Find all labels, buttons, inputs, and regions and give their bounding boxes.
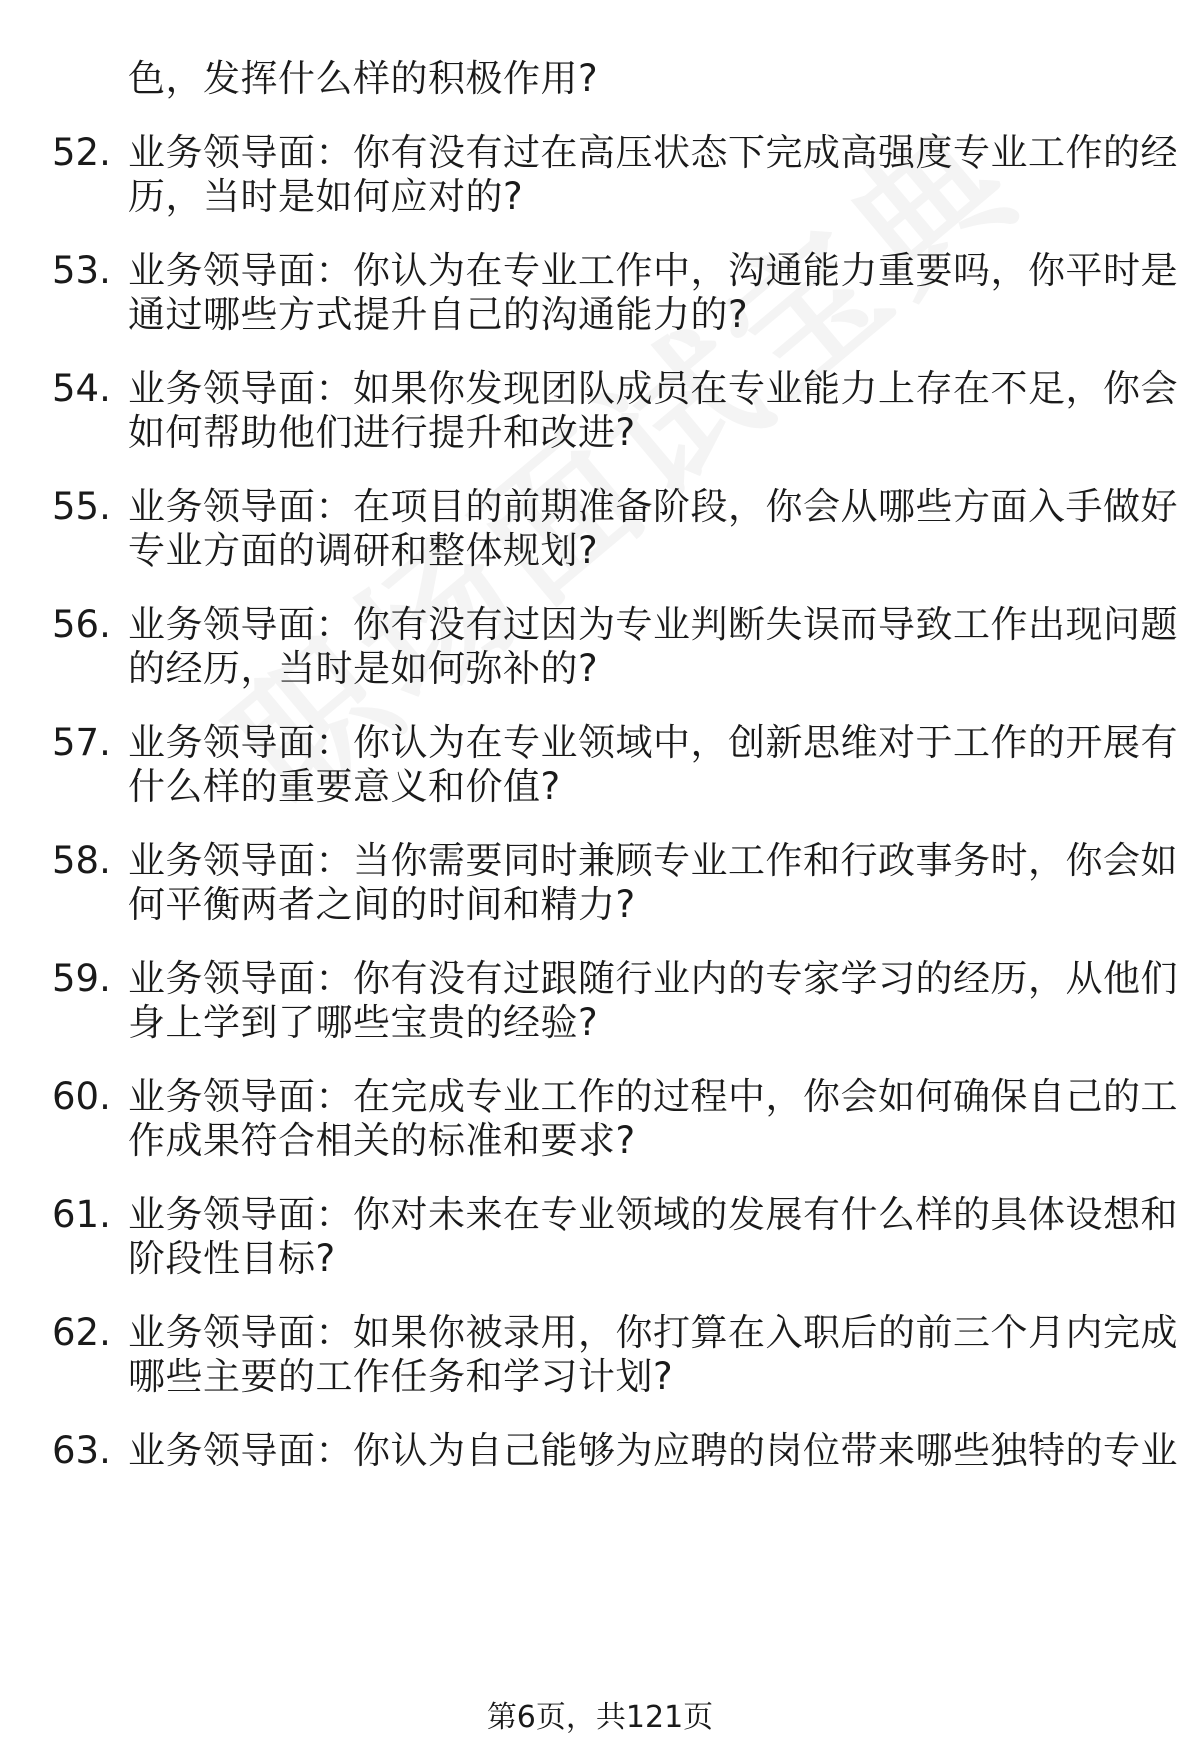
question-number: 61. — [52, 1193, 111, 1236]
question-line: 专业方面的调研和整体规划? — [128, 529, 599, 572]
question-number: 57. — [52, 721, 111, 764]
question-number: 60. — [52, 1075, 111, 1118]
continuation-line: 色，发挥什么样的积极作用? — [128, 57, 599, 100]
question-line: 业务领导面：当你需要同时兼顾专业工作和行政事务时，你会如 — [128, 839, 1178, 882]
question-line: 业务领导面：如果你被录用，你打算在入职后的前三个月内完成 — [128, 1311, 1178, 1354]
question-line: 如何帮助他们进行提升和改进? — [128, 411, 636, 454]
question-number: 53. — [52, 249, 111, 292]
question-line: 阶段性目标? — [128, 1237, 336, 1280]
question-line: 身上学到了哪些宝贵的经验? — [128, 1001, 599, 1044]
question-number: 63. — [52, 1429, 111, 1472]
question-number: 55. — [52, 485, 111, 528]
question-line: 业务领导面：你有没有过跟随行业内的专家学习的经历，从他们 — [128, 957, 1178, 1000]
question-number: 52. — [52, 131, 111, 174]
question-line: 业务领导面：在项目的前期准备阶段，你会从哪些方面入手做好 — [128, 485, 1178, 528]
question-line: 作成果符合相关的标准和要求? — [128, 1119, 636, 1162]
question-line: 业务领导面：你对未来在专业领域的发展有什么样的具体设想和 — [128, 1193, 1178, 1236]
question-line: 业务领导面：你有没有过因为专业判断失误而导致工作出现问题 — [128, 603, 1178, 646]
question-line: 业务领导面：如果你发现团队成员在专业能力上存在不足，你会 — [128, 367, 1178, 410]
question-line: 哪些主要的工作任务和学习计划? — [128, 1355, 674, 1398]
question-line: 业务领导面：在完成专业工作的过程中，你会如何确保自己的工 — [128, 1075, 1178, 1118]
question-line: 业务领导面：你有没有过在高压状态下完成高强度专业工作的经 — [128, 131, 1178, 174]
question-number: 54. — [52, 367, 111, 410]
question-number: 56. — [52, 603, 111, 646]
question-line: 通过哪些方式提升自己的沟通能力的? — [128, 293, 749, 336]
question-line: 历，当时是如何应对的? — [128, 175, 524, 218]
question-number: 58. — [52, 839, 111, 882]
question-line: 业务领导面：你认为自己能够为应聘的岗位带来哪些独特的专业 — [128, 1429, 1178, 1472]
question-line: 什么样的重要意义和价值? — [128, 765, 561, 808]
question-line: 何平衡两者之间的时间和精力? — [128, 883, 636, 926]
question-line: 业务领导面：你认为在专业领域中，创新思维对于工作的开展有 — [128, 721, 1178, 764]
question-line: 业务领导面：你认为在专业工作中，沟通能力重要吗，你平时是 — [128, 249, 1178, 292]
page-footer: 第6页，共121页 — [486, 1700, 714, 1735]
question-number: 62. — [52, 1311, 111, 1354]
question-number: 59. — [52, 957, 111, 1000]
question-line: 的经历，当时是如何弥补的? — [128, 647, 599, 690]
